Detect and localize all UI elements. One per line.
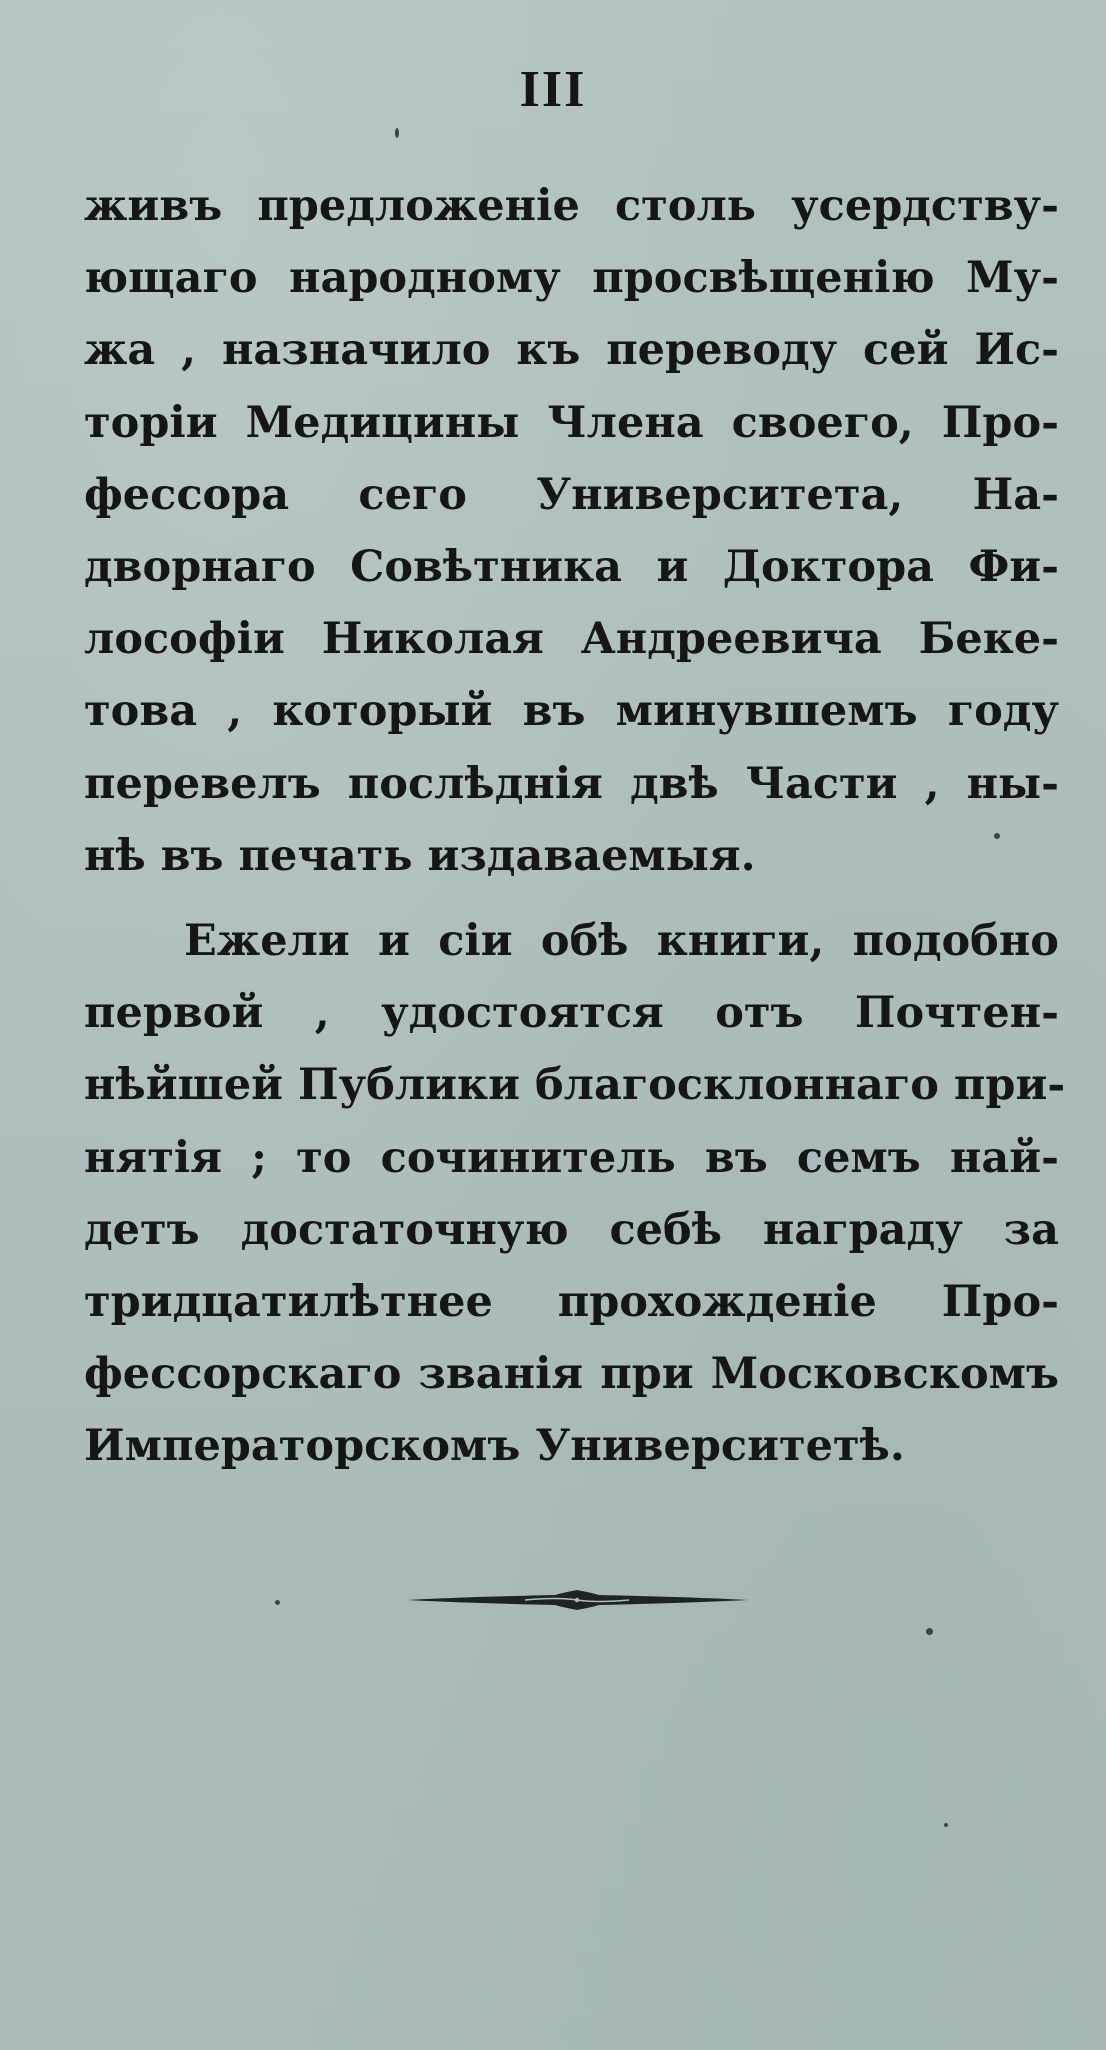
text-line: торіи Медицины Члена своего, Про-: [84, 397, 1059, 448]
text-line: перевелъ послѣднія двѣ Части , ны-: [84, 758, 1059, 809]
ink-speck: [395, 128, 399, 138]
text-line: живъ предложеніе столь усердству-: [84, 181, 1059, 231]
page-number: III: [519, 61, 587, 118]
text-line: жа , назначило къ переводу сей Ис-: [84, 325, 1059, 376]
ink-speck: [994, 833, 1000, 839]
paragraph-2: [84, 905, 1066, 1483]
text-line: детъ достаточную себѣ награду за: [84, 1204, 1059, 1255]
text-line: Императорскомъ Университетѣ.: [84, 1421, 905, 1472]
text-line: дворнаго Совѣтника и Доктора Фи-: [84, 541, 1059, 592]
text-line: ющаго народному просвѣщенію Му-: [84, 253, 1059, 304]
ink-speck: [926, 1628, 933, 1635]
text-line: нѣйшей Публики благосклоннаго при-: [84, 1060, 1066, 1111]
paragraph-1: [84, 170, 1059, 892]
ink-speck: [944, 1823, 948, 1827]
text-line: нѣ въ печать издаваемыя.: [84, 830, 756, 881]
text-line: нятія ; то сочинитель въ семъ най-: [84, 1132, 1059, 1183]
text-line: това , который въ минувшемъ году: [84, 686, 1059, 737]
text-line: тридцатилѣтнее прохожденіе Про-: [84, 1276, 1059, 1327]
text-line: Ежели и сіи обѣ книги, подобно: [184, 916, 1059, 966]
ornamental-rule: [405, 1588, 750, 1612]
text-line: первой , удостоятся отъ Почтен-: [84, 988, 1059, 1039]
text-line: фессора сего Университета, На-: [84, 469, 1059, 520]
ink-speck: [275, 1600, 280, 1605]
text-line: фессорскаго званія при Московскомъ: [84, 1349, 1059, 1400]
text-line: лософіи Николая Андреевича Беке-: [84, 614, 1059, 665]
